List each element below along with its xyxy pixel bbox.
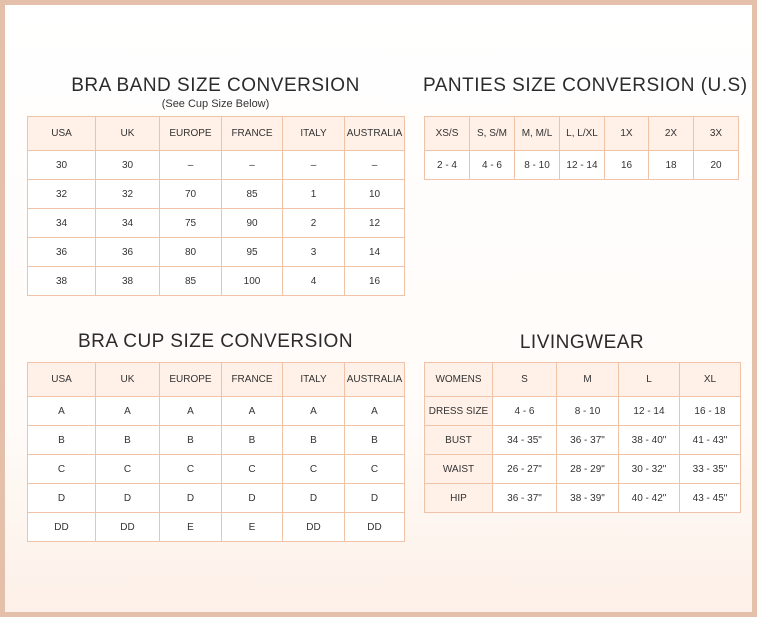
band-cell: 32 [28, 180, 96, 209]
cup-cell: B [222, 426, 283, 455]
livingwear-cell: 36 - 37" [557, 426, 619, 455]
livingwear-cell: 12 - 14 [619, 397, 680, 426]
cup-cell: D [345, 484, 405, 513]
livingwear-cell: 30 - 32" [619, 455, 680, 484]
table-row [28, 267, 405, 296]
cup-section [27, 331, 404, 353]
livingwear-cell: 26 - 27" [493, 455, 557, 484]
table-row [28, 397, 405, 426]
band-header-row [28, 117, 405, 151]
cup-cell: D [28, 484, 96, 513]
table-row [28, 484, 405, 513]
band-cell: 4 [283, 267, 345, 296]
livingwear-cell: 4 - 6 [493, 397, 557, 426]
cup-cell: DD [96, 513, 160, 542]
panties-title: PANTIES SIZE CONVERSION (U.S) [423, 75, 748, 96]
cup-cell: D [160, 484, 222, 513]
band-header-cell: FRANCE [222, 117, 283, 151]
table-row [28, 209, 405, 238]
cup-cell: B [160, 426, 222, 455]
band-cell: 36 [28, 238, 96, 267]
band-cell: 85 [160, 267, 222, 296]
band-cell: 75 [160, 209, 222, 238]
livingwear-cell: 40 - 42" [619, 484, 680, 513]
livingwear-cell: 16 - 18 [680, 397, 741, 426]
band-cell: – [222, 151, 283, 180]
band-header-cell: UK [96, 117, 160, 151]
panties-header-cell: M, M/L [515, 117, 560, 151]
table-row [425, 484, 741, 513]
table-row [425, 426, 741, 455]
band-title: BRA BAND SIZE CONVERSION [71, 75, 360, 96]
panties-cell: 12 - 14 [560, 151, 605, 180]
livingwear-header-cell: S [493, 363, 557, 397]
cup-header-cell: UK [96, 363, 160, 397]
panties-cell: 20 [694, 151, 739, 180]
band-header-cell: EUROPE [160, 117, 222, 151]
cup-table [27, 362, 405, 542]
table-row [28, 455, 405, 484]
band-cell: 16 [345, 267, 405, 296]
band-cell: 30 [28, 151, 96, 180]
cup-header-cell: FRANCE [222, 363, 283, 397]
band-cell: 32 [96, 180, 160, 209]
band-cell: – [345, 151, 405, 180]
livingwear-header-cell: XL [680, 363, 741, 397]
band-subtitle: (See Cup Size Below) [161, 98, 270, 110]
band-cell: 90 [222, 209, 283, 238]
band-cell: 30 [96, 151, 160, 180]
band-header-cell: ITALY [283, 117, 345, 151]
cup-cell: C [160, 455, 222, 484]
band-cell: 38 [28, 267, 96, 296]
panties-header-row [425, 117, 739, 151]
livingwear-cell: BUST [425, 426, 493, 455]
band-cell: 34 [96, 209, 160, 238]
band-cell: 12 [345, 209, 405, 238]
cup-cell: A [96, 397, 160, 426]
table-row [28, 513, 405, 542]
band-cell: 38 [96, 267, 160, 296]
livingwear-title: LIVINGWEAR [519, 332, 645, 353]
band-section [27, 75, 404, 110]
band-cell: 80 [160, 238, 222, 267]
cup-cell: C [96, 455, 160, 484]
cup-cell: A [283, 397, 345, 426]
livingwear-cell: 33 - 35" [680, 455, 741, 484]
cup-cell: A [28, 397, 96, 426]
band-cell: 36 [96, 238, 160, 267]
band-cell: 1 [283, 180, 345, 209]
cup-header-cell: ITALY [283, 363, 345, 397]
cup-header-cell: EUROPE [160, 363, 222, 397]
cup-cell: D [222, 484, 283, 513]
livingwear-cell: 38 - 39" [557, 484, 619, 513]
livingwear-cell: 8 - 10 [557, 397, 619, 426]
cup-header-cell: USA [28, 363, 96, 397]
livingwear-header-cell: M [557, 363, 619, 397]
livingwear-cell: 36 - 37" [493, 484, 557, 513]
panties-table [424, 116, 739, 180]
table-row [425, 397, 741, 426]
livingwear-cell: 28 - 29" [557, 455, 619, 484]
band-cell: 70 [160, 180, 222, 209]
table-row [28, 151, 405, 180]
cup-cell: DD [345, 513, 405, 542]
panties-header-cell: L, L/XL [560, 117, 605, 151]
panties-cell: 16 [605, 151, 649, 180]
cup-cell: B [283, 426, 345, 455]
cup-cell: C [28, 455, 96, 484]
cup-cell: A [345, 397, 405, 426]
band-cell: – [160, 151, 222, 180]
panties-cell: 2 - 4 [425, 151, 470, 180]
livingwear-cell: 38 - 40" [619, 426, 680, 455]
livingwear-header-cell: L [619, 363, 680, 397]
cup-cell: B [28, 426, 96, 455]
cup-cell: C [345, 455, 405, 484]
band-cell: 14 [345, 238, 405, 267]
livingwear-cell: WAIST [425, 455, 493, 484]
livingwear-header-row [425, 363, 741, 397]
band-header-cell: AUSTRALIA [345, 117, 405, 151]
cup-cell: E [160, 513, 222, 542]
panties-cell: 8 - 10 [515, 151, 560, 180]
cup-cell: D [96, 484, 160, 513]
panties-header-cell: 3X [694, 117, 739, 151]
panties-cell: 4 - 6 [470, 151, 515, 180]
cup-cell: A [222, 397, 283, 426]
table-row [425, 151, 739, 180]
band-cell: 2 [283, 209, 345, 238]
band-table [27, 116, 405, 296]
panties-header-cell: XS/S [425, 117, 470, 151]
livingwear-section [423, 332, 741, 354]
cup-cell: D [283, 484, 345, 513]
livingwear-table [424, 362, 741, 513]
band-cell: 34 [28, 209, 96, 238]
table-row [425, 455, 741, 484]
cup-cell: DD [28, 513, 96, 542]
table-row [28, 180, 405, 209]
cup-header-cell: AUSTRALIA [345, 363, 405, 397]
cup-cell: C [283, 455, 345, 484]
livingwear-cell: 43 - 45" [680, 484, 741, 513]
livingwear-cell: 41 - 43" [680, 426, 741, 455]
band-cell: 10 [345, 180, 405, 209]
panties-cell: 18 [649, 151, 694, 180]
cup-cell: B [345, 426, 405, 455]
cup-header-row [28, 363, 405, 397]
band-header-cell: USA [28, 117, 96, 151]
panties-header-cell: S, S/M [470, 117, 515, 151]
band-cell: 85 [222, 180, 283, 209]
cup-cell: DD [283, 513, 345, 542]
band-cell: 95 [222, 238, 283, 267]
band-cell: 100 [222, 267, 283, 296]
band-cell: – [283, 151, 345, 180]
livingwear-cell: HIP [425, 484, 493, 513]
livingwear-cell: DRESS SIZE [425, 397, 493, 426]
cup-cell: A [160, 397, 222, 426]
table-row [28, 238, 405, 267]
table-row [28, 426, 405, 455]
cup-cell: B [96, 426, 160, 455]
livingwear-cell: 34 - 35" [493, 426, 557, 455]
cup-title: BRA CUP SIZE CONVERSION [77, 331, 354, 352]
panties-header-cell: 1X [605, 117, 649, 151]
cup-cell: C [222, 455, 283, 484]
band-cell: 3 [283, 238, 345, 267]
panties-section [423, 75, 748, 97]
cup-cell: E [222, 513, 283, 542]
panties-header-cell: 2X [649, 117, 694, 151]
livingwear-header-cell: WOMENS [425, 363, 493, 397]
